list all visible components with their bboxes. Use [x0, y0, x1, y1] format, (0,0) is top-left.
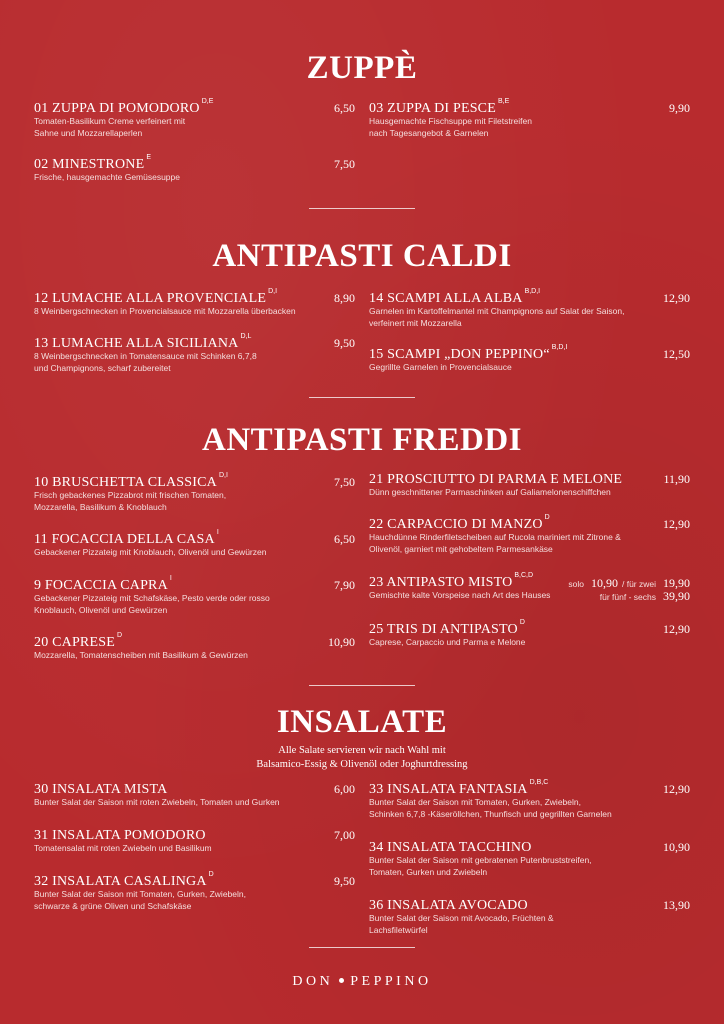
- variant-label: / für zwei: [621, 579, 656, 589]
- item-description: Frisch gebackenes Pizzabrot mit frischen Tomaten, Mozzarella, Basilikum & Knoblauch: [34, 490, 227, 512]
- item-allergens: I: [169, 575, 172, 582]
- item-allergens: D: [544, 514, 550, 521]
- item-price: 12,90: [663, 622, 690, 636]
- section-title-antipasti-caldi: ANTIPASTI CALDI: [212, 238, 512, 274]
- item-description: Gebackener Pizzateig mit Schafskäse, Pesto verde oder rosso Knoblauch, Olivenöl und Gewürzen: [34, 593, 270, 615]
- item-price: 13,90: [663, 898, 690, 912]
- menu-item: [369, 620, 690, 649]
- item-description: Frische, hausgemachte Gemüsesuppe: [34, 172, 180, 182]
- menu-item: [34, 576, 355, 616]
- item-price: 10,90: [328, 635, 355, 649]
- item-allergens: D,B,C: [529, 779, 549, 786]
- price-variant-fuenf-sechs: [600, 587, 690, 605]
- section-title-antipasti-freddi: ANTIPASTI FREDDI: [201, 422, 523, 458]
- menu-item: [34, 780, 355, 809]
- item-allergens: D: [116, 632, 123, 639]
- item-name: 13 LUMACHE ALLA SICILIANA: [34, 336, 239, 351]
- insalate-intro-line-1: Alle Salate servieren wir nach Wahl mit: [278, 745, 446, 756]
- variant-price: 19,90: [663, 576, 690, 590]
- brand-word-don: DON: [292, 974, 334, 989]
- item-name: 23 ANTIPASTO MISTO: [369, 575, 513, 590]
- item-description: Bunter Salat der Saison mit Avocado, Früchten & Lachsfiletwürfel: [369, 913, 554, 935]
- section-divider: [309, 208, 415, 209]
- item-price: 7,00: [334, 828, 355, 842]
- item-price: 12,90: [663, 517, 690, 531]
- variant-label: für fünf - sechs: [599, 592, 656, 602]
- menu-item: [34, 826, 355, 855]
- item-description: Gemischte kalte Vorspeise nach Art des Hauses: [369, 590, 551, 600]
- item-allergens: I: [216, 529, 219, 536]
- item-price: 6,50: [334, 101, 355, 115]
- section-divider: [309, 397, 415, 398]
- item-name: 03 ZUPPA DI PESCE: [369, 101, 496, 116]
- item-price: 7,90: [334, 578, 355, 592]
- item-price: 9,50: [334, 336, 355, 350]
- menu-item: [369, 515, 690, 555]
- item-allergens: D,I: [218, 472, 228, 479]
- item-price: 9,50: [334, 874, 355, 888]
- menu-item: [34, 334, 355, 374]
- item-description: Bunter Salat der Saison mit roten Zwiebeln, Tomaten und Gurken: [34, 797, 280, 807]
- item-name: 12 LUMACHE ALLA PROVENCIALE: [34, 291, 267, 306]
- item-allergens: D,I: [268, 288, 278, 295]
- section-title-insalate: INSALATE: [276, 704, 448, 740]
- item-name: 30 INSALATA MISTA: [34, 782, 168, 797]
- brand-dot-icon: [339, 978, 344, 983]
- item-description: Garnelen im Kartoffelmantel mit Champignons auf Salat der Saison, verfeinert mit Mozzarella: [369, 306, 625, 328]
- item-name: 10 BRUSCHETTA CLASSICA: [34, 475, 217, 490]
- item-description: Hausgemachte Fischsuppe mit Filetstreifen nach Tagesangebot & Garnelen: [369, 116, 532, 138]
- variant-label: solo: [568, 579, 584, 589]
- item-allergens: D,E: [201, 98, 214, 105]
- item-description: Gegrillte Garnelen in Provencialsauce: [369, 362, 512, 372]
- brand-logo: [0, 974, 724, 990]
- item-name: 31 INSALATA POMODORO: [34, 828, 206, 843]
- menu-item: [369, 289, 690, 329]
- section-title-zuppe: ZUPPÈ: [306, 50, 418, 86]
- item-name: 01 ZUPPA DI POMODORO: [34, 101, 200, 116]
- item-description: Gebackener Pizzateig mit Knoblauch, Olivenöl und Gewürzen: [34, 547, 267, 557]
- item-allergens: D: [519, 619, 525, 626]
- item-price: 12,90: [663, 782, 690, 796]
- item-allergens: E: [146, 154, 151, 161]
- menu-item: [369, 345, 690, 374]
- menu-item: [369, 573, 690, 602]
- item-description: Dünn geschnittener Parmaschinken auf Galiamelonenschiffchen: [369, 487, 611, 497]
- variant-price: 39,90: [663, 589, 690, 603]
- item-description: Tomatensalat mit roten Zwiebeln und Basilikum: [34, 843, 212, 853]
- item-price: 8,90: [334, 291, 355, 305]
- item-price: 11,90: [663, 472, 690, 486]
- variant-price: 10,90: [590, 576, 618, 590]
- insalate-intro-line-2: Balsamico-Essig & Olivenöl oder Joghurtdressing: [256, 759, 468, 770]
- item-price: 12,90: [663, 291, 690, 305]
- brand-word-peppino: PEPPINO: [350, 974, 432, 989]
- item-price: 6,00: [334, 782, 355, 796]
- item-price: 10,90: [663, 840, 690, 854]
- item-name: 9 FOCACCIA CAPRA: [34, 578, 168, 593]
- item-allergens: B,E: [497, 98, 510, 105]
- item-name: 21 PROSCIUTTO DI PARMA E MELONE: [369, 472, 623, 487]
- item-name: 36 INSALATA AVOCADO: [369, 898, 528, 913]
- item-description: Mozzarella, Tomatenscheiben mit Basilikum & Gewürzen: [34, 650, 248, 660]
- item-description: Bunter Salat der Saison mit Tomaten, Gurken, Zwiebeln, schwarze & grüne Oliven und Schafskäse: [34, 889, 246, 911]
- item-description: 8 Weinbergschnecken in Tomatensauce mit Schinken 6,7,8 und Champignons, scharf zubereitet: [34, 351, 257, 373]
- item-description: Hauchdünne Rinderfiletscheiben auf Rucola mariniert mit Zitrone & Olivenöl, garniert mit gehobeltem Parmesankäse: [369, 532, 621, 554]
- menu-item: [34, 289, 355, 318]
- item-name: 32 INSALATA CASALINGA: [34, 874, 207, 889]
- menu-item: [34, 99, 355, 139]
- menu-item: [369, 470, 690, 499]
- item-description: Tomaten-Basilikum Creme verfeinert mit Sahne und Mozzarellaperlen: [34, 116, 186, 138]
- item-description: 8 Weinbergschnecken in Provencialsauce mit Mozzarella überbacken: [34, 306, 296, 316]
- item-price: 7,50: [334, 157, 355, 171]
- item-name: 11 FOCACCIA DELLA CASA: [34, 532, 215, 547]
- item-price: 7,50: [334, 475, 355, 489]
- item-description: Caprese, Carpaccio und Parma e Melone: [369, 637, 526, 647]
- menu-item: [34, 633, 355, 662]
- item-price: 9,90: [669, 101, 690, 115]
- item-allergens: D: [208, 871, 214, 878]
- menu-item: [34, 155, 355, 184]
- item-price: 12,50: [663, 347, 690, 361]
- menu-item: [34, 473, 355, 513]
- menu-item: [369, 896, 690, 936]
- item-name: 25 TRIS DI ANTIPASTO: [369, 622, 518, 637]
- section-divider: [309, 947, 415, 948]
- item-description: Bunter Salat der Saison mit gebratenen Putenbruststreifen, Tomaten, Gurken und Zwiebeln: [369, 855, 592, 877]
- item-name: 33 INSALATA FANTASIA: [369, 782, 528, 797]
- item-name: 14 SCAMPI ALLA ALBA: [369, 291, 523, 306]
- menu-item: [369, 780, 690, 820]
- item-allergens: B,D,I: [551, 344, 568, 351]
- item-allergens: D,L: [240, 333, 252, 340]
- item-allergens: B,D,I: [524, 288, 541, 295]
- section-divider: [309, 685, 415, 686]
- item-allergens: B,C,D: [514, 572, 534, 579]
- item-name: 02 MINESTRONE: [34, 157, 145, 172]
- item-name: 22 CARPACCIO DI MANZO: [369, 517, 543, 532]
- menu-item: [369, 838, 690, 878]
- menu-item: [34, 872, 355, 912]
- item-name: 20 CAPRESE: [34, 635, 115, 650]
- menu-item: [369, 99, 690, 139]
- item-name: 34 INSALATA TACCHINO: [369, 840, 532, 855]
- item-name: 15 SCAMPI „DON PEPPINO“: [369, 347, 550, 362]
- item-description: Bunter Salat der Saison mit Tomaten, Gurken, Zwiebeln, Schinken 6,7,8 -Käseröllchen, Thunfisch und gegrillten Garnelen: [369, 797, 612, 819]
- item-price: 6,50: [334, 532, 355, 546]
- menu-item: [34, 530, 355, 559]
